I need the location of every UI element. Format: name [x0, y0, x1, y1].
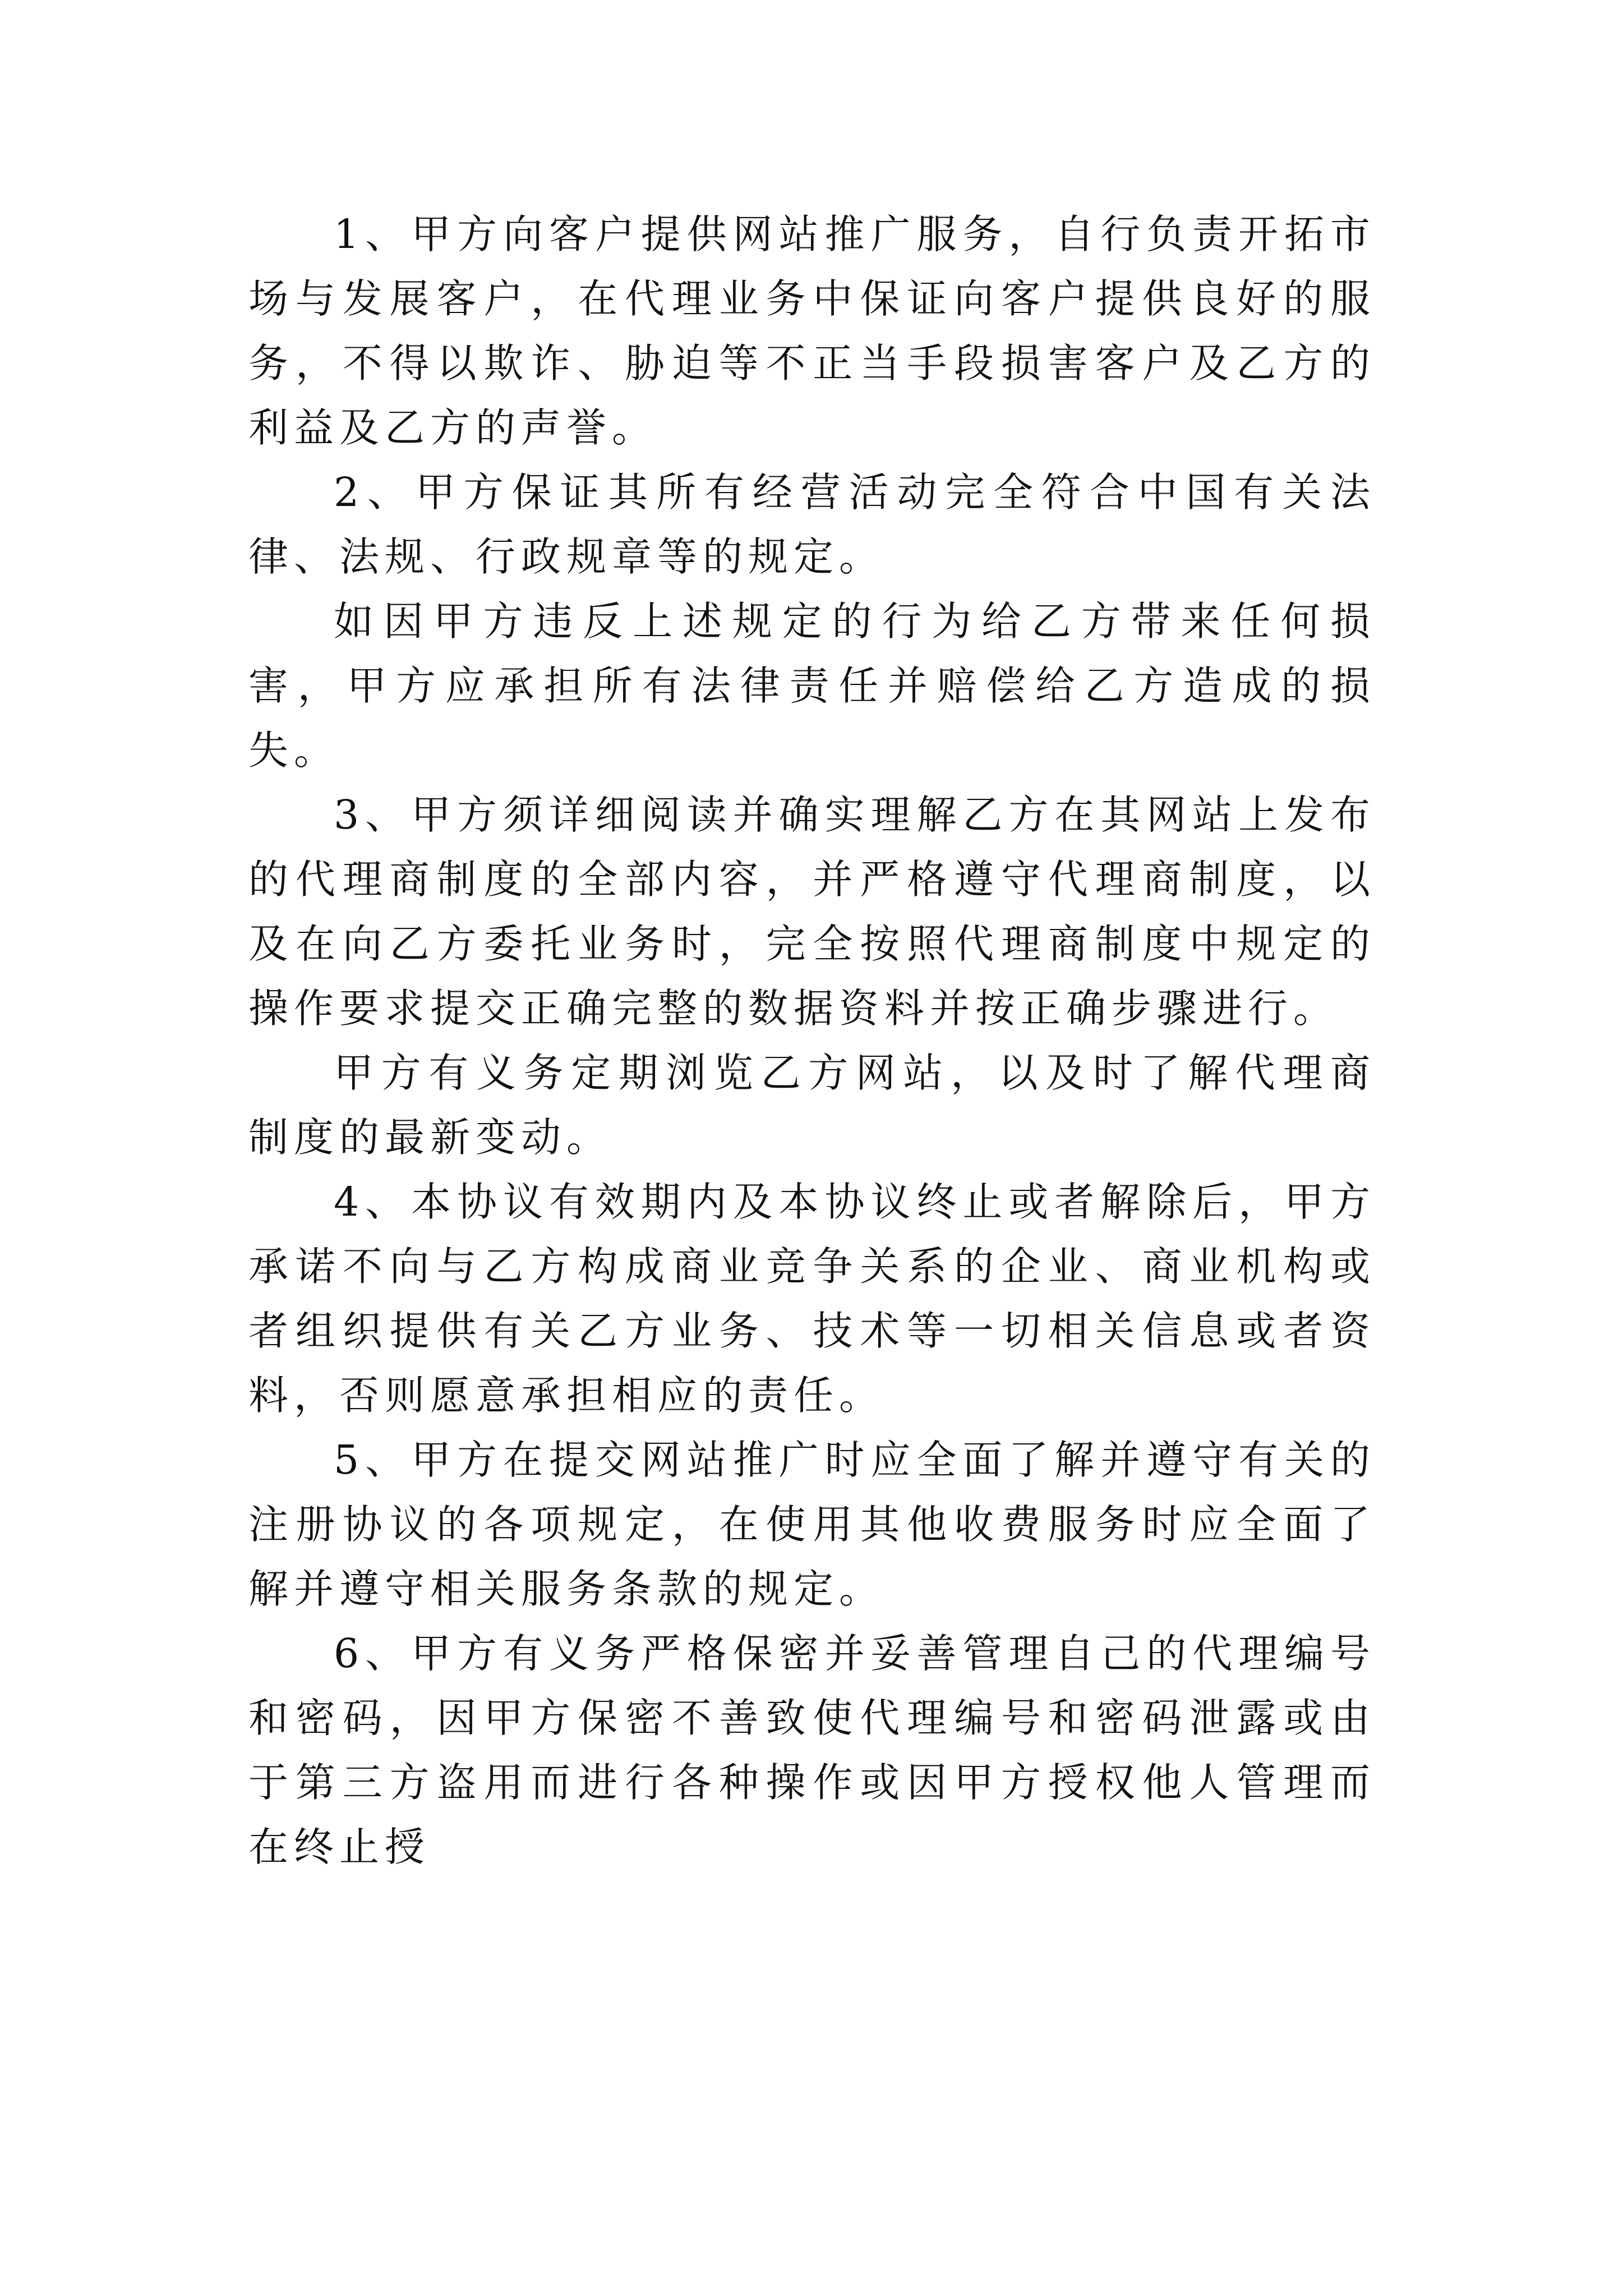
paragraph-clause-1: 1、甲方向客户提供网站推广服务，自行负责开拓市场与发展客户，在代理业务中保证向客户提供良好的服务，不得以欺诈、胁迫等不正当手段损害客户及乙方的利益及乙方的声誉。	[248, 211, 1376, 451]
paragraph-clause-3-obligation: 甲方有义务定期浏览乙方网站，以及时了解代理商制度的最新变动。	[248, 1050, 1376, 1161]
document-body	[248, 202, 1376, 1879]
paragraph-clause-2-liability: 如因甲方违反上述规定的行为给乙方带来任何损害，甲方应承担所有法律责任并赔偿给乙方造成的损失。	[248, 598, 1376, 774]
paragraph-clause-2: 2、甲方保证其所有经营活动完全符合中国有关法律、法规、行政规章等的规定。	[248, 469, 1376, 580]
paragraph-clause-6: 6、甲方有义务严格保密并妥善管理自己的代理编号和密码，因甲方保密不善致使代理编号和密码泄露或由于第三方盗用而进行各种操作或因甲方授权他人管理而在终止授	[248, 1630, 1376, 1870]
paragraph-clause-5: 5、甲方在提交网站推广时应全面了解并遵守有关的注册协议的各项规定，在使用其他收费服务时应全面了解并遵守相关服务条款的规定。	[248, 1437, 1376, 1612]
paragraph-clause-3: 3、甲方须详细阅读并确实理解乙方在其网站上发布的代理商制度的全部内容，并严格遵守代理商制度，以及在向乙方委托业务时，完全按照代理商制度中规定的操作要求提交正确完整的数据资料并按正确步骤进行。	[248, 792, 1376, 1032]
paragraph-clause-4: 4、本协议有效期内及本协议终止或者解除后，甲方承诺不向与乙方构成商业竞争关系的企业、商业机构或者组织提供有关乙方业务、技术等一切相关信息或者资料，否则愿意承担相应的责任。	[248, 1179, 1376, 1419]
